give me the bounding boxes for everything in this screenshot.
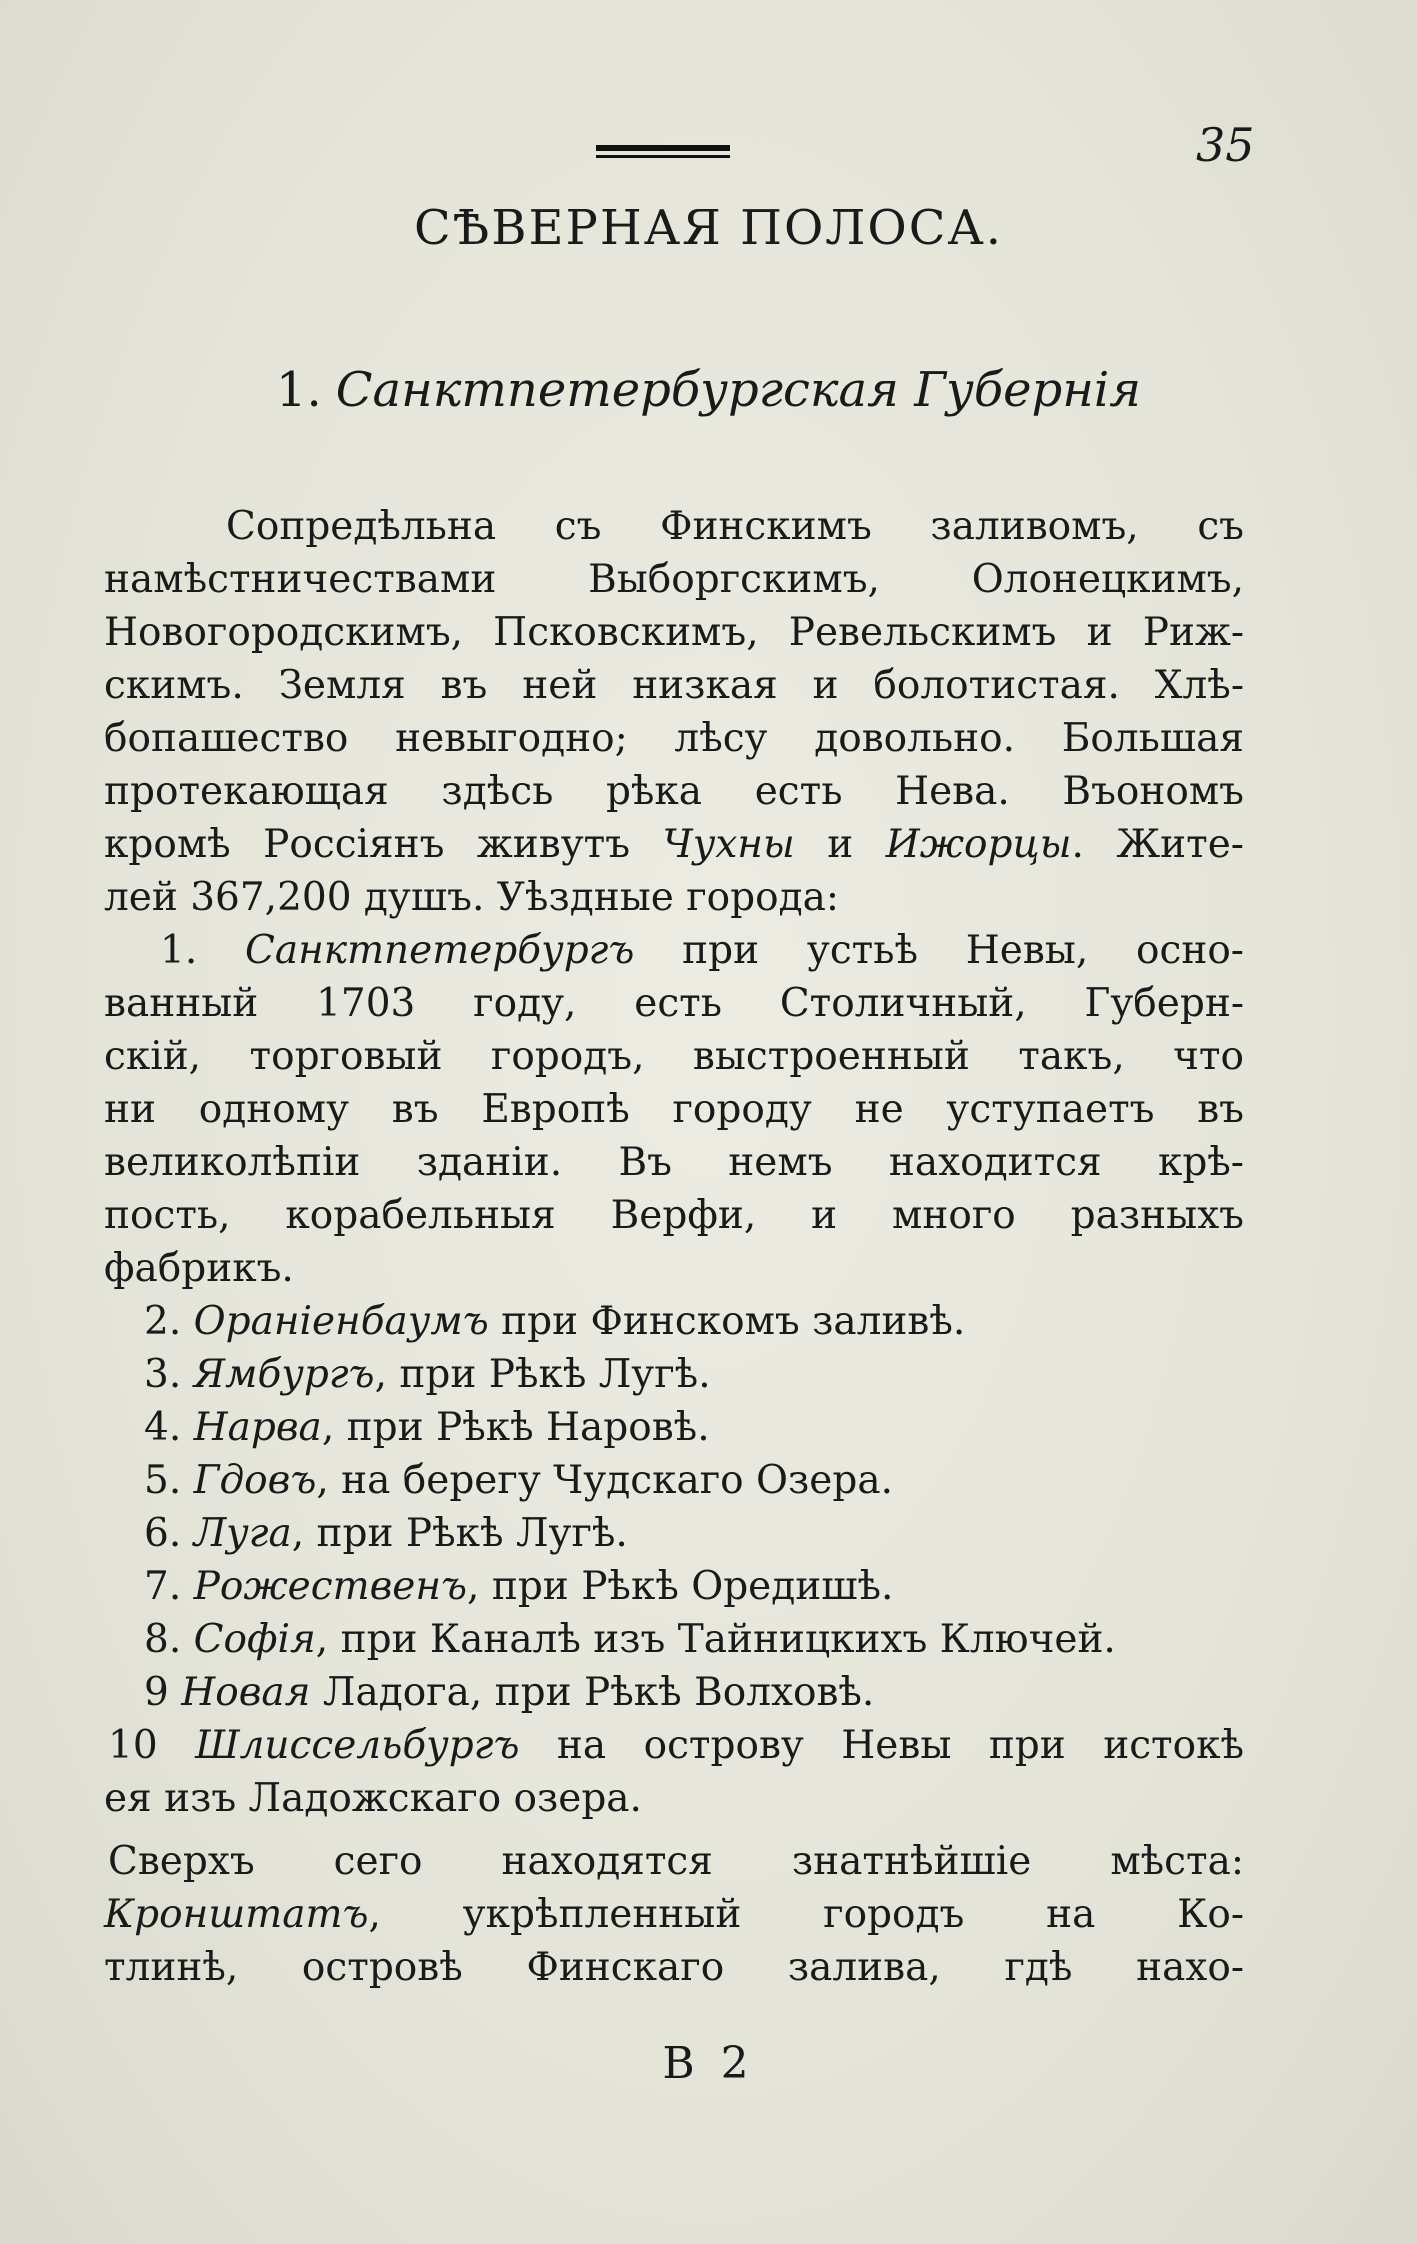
text-run: , укрѣпленный городъ на Ко- bbox=[368, 1892, 1244, 1937]
text-line: Сверхъ сего находятся знатнѣйшіе мѣста: bbox=[108, 1839, 1244, 1884]
signature-mark: В 2 bbox=[662, 2038, 755, 2089]
place-name-kronshtat: Кронштатъ bbox=[104, 1892, 369, 1937]
text-line: ни одному въ Европѣ городу не уступаетъ въ bbox=[104, 1087, 1244, 1132]
city-number: 8. bbox=[144, 1617, 182, 1662]
city-entry-5 bbox=[104, 1454, 1244, 1507]
city-text: Ладога, при Рѣкѣ Волховѣ. bbox=[310, 1670, 875, 1715]
city-name: Луга bbox=[193, 1511, 292, 1556]
city-text: при Финскомъ заливѣ. bbox=[488, 1299, 966, 1344]
city-name: Рожественъ bbox=[193, 1564, 468, 1609]
city-text: , при Рѣкѣ Лугѣ. bbox=[291, 1511, 628, 1556]
subtitle bbox=[0, 362, 1417, 418]
rule-thin bbox=[596, 155, 730, 158]
text-line: протекающая здѣсь рѣка есть Нева. Въономъ bbox=[104, 769, 1244, 814]
text-line: ванный 1703 году, есть Столичный, Губерн- bbox=[104, 981, 1244, 1026]
city-entry-2 bbox=[104, 1295, 1244, 1348]
text-line: фабрикъ. bbox=[104, 1246, 294, 1291]
city-number: 1. bbox=[160, 928, 198, 973]
people-name-chukhny: Чухны bbox=[662, 822, 795, 867]
text-line: ея изъ Ладожскаго озера. bbox=[104, 1776, 642, 1821]
text-line: пость, корабельныя Верфи, и много разныхъ bbox=[104, 1193, 1244, 1238]
city-number: 2. bbox=[144, 1299, 182, 1344]
text-line: скій, торговый городъ, выстроенный такъ, что bbox=[104, 1034, 1244, 1079]
city-text: , при Каналѣ изъ Тайницкихъ Ключей. bbox=[315, 1617, 1116, 1662]
text-line bbox=[104, 1888, 1244, 1941]
city-entry-9 bbox=[104, 1666, 1244, 1719]
people-name-izhortsy: Ижорцы bbox=[885, 822, 1072, 867]
city-entry-4 bbox=[104, 1401, 1244, 1454]
city-number: 6. bbox=[144, 1511, 182, 1556]
city-text: , при Рѣкѣ Лугѣ. bbox=[374, 1352, 711, 1397]
text-line: Сопредѣльна съ Финскимъ заливомъ, съ bbox=[226, 504, 1244, 549]
city-text: , на берегу Чудскаго Озера. bbox=[316, 1458, 893, 1503]
text-line: намѣстничествами Выборгскимъ, Олонецкимъ, bbox=[104, 557, 1244, 602]
city-entry-3 bbox=[104, 1348, 1244, 1401]
city-name: Ямбургъ bbox=[193, 1352, 375, 1397]
rule-thick bbox=[596, 145, 730, 151]
header-double-rule bbox=[596, 145, 730, 158]
text-run: и bbox=[794, 822, 886, 867]
city-name: Шлиссельбургъ bbox=[195, 1723, 520, 1768]
text-line: великолѣпіи зданіи. Въ немъ находится крѣ- bbox=[104, 1140, 1244, 1185]
text-line: бопашество невыгодно; лѣсу довольно. Большая bbox=[104, 716, 1244, 761]
city-text: , при Рѣкѣ Оредишѣ. bbox=[467, 1564, 894, 1609]
text-line: тлинѣ, островѣ Финскаго залива, гдѣ нахо- bbox=[104, 1945, 1244, 1990]
city-number: 5. bbox=[144, 1458, 182, 1503]
city-name: Ораніенбаумъ bbox=[193, 1299, 489, 1344]
city-number: 4. bbox=[144, 1405, 182, 1450]
text-line: скимъ. Земля въ ней низкая и болотистая. Хлѣ- bbox=[104, 663, 1244, 708]
text-line: лей 367,200 душъ. Уѣздные города: bbox=[104, 875, 840, 920]
city-number: 10 bbox=[108, 1723, 158, 1768]
text-run: . Жите- bbox=[1071, 822, 1244, 867]
city-entry-8 bbox=[104, 1613, 1244, 1666]
text-line bbox=[104, 818, 1244, 871]
city-number: 3. bbox=[144, 1352, 182, 1397]
city-name: Новая bbox=[181, 1670, 311, 1715]
city-number: 9 bbox=[144, 1670, 169, 1715]
city-name: Гдовъ bbox=[193, 1458, 317, 1503]
paragraph-1 bbox=[104, 500, 1244, 1994]
city-entry-6 bbox=[104, 1507, 1244, 1560]
section-title: СѢВЕРНАЯ ПОЛОСА. bbox=[413, 200, 1004, 256]
city-name: Санктпетербургъ bbox=[245, 928, 635, 973]
page-number: 35 bbox=[1196, 118, 1255, 172]
city-text: на острову Невы при истокѣ bbox=[519, 1723, 1244, 1768]
city-entry-10 bbox=[104, 1719, 1244, 1772]
subtitle-text: Санктпетербургская Губернія bbox=[335, 362, 1142, 418]
text-line: Новогородскимъ, Псковскимъ, Ревельскимъ и Риж- bbox=[104, 610, 1244, 655]
city-entry-1 bbox=[104, 924, 1244, 977]
text-run: кромѣ Россіянъ живутъ bbox=[104, 822, 663, 867]
city-text: при устьѣ Невы, осно- bbox=[634, 928, 1244, 973]
city-text: , при Рѣкѣ Наровѣ. bbox=[321, 1405, 710, 1450]
subtitle-number: 1. bbox=[275, 362, 322, 418]
city-name: Нарва bbox=[193, 1405, 322, 1450]
city-number: 7. bbox=[144, 1564, 182, 1609]
city-entry-7 bbox=[104, 1560, 1244, 1613]
city-name: Софія bbox=[193, 1617, 316, 1662]
